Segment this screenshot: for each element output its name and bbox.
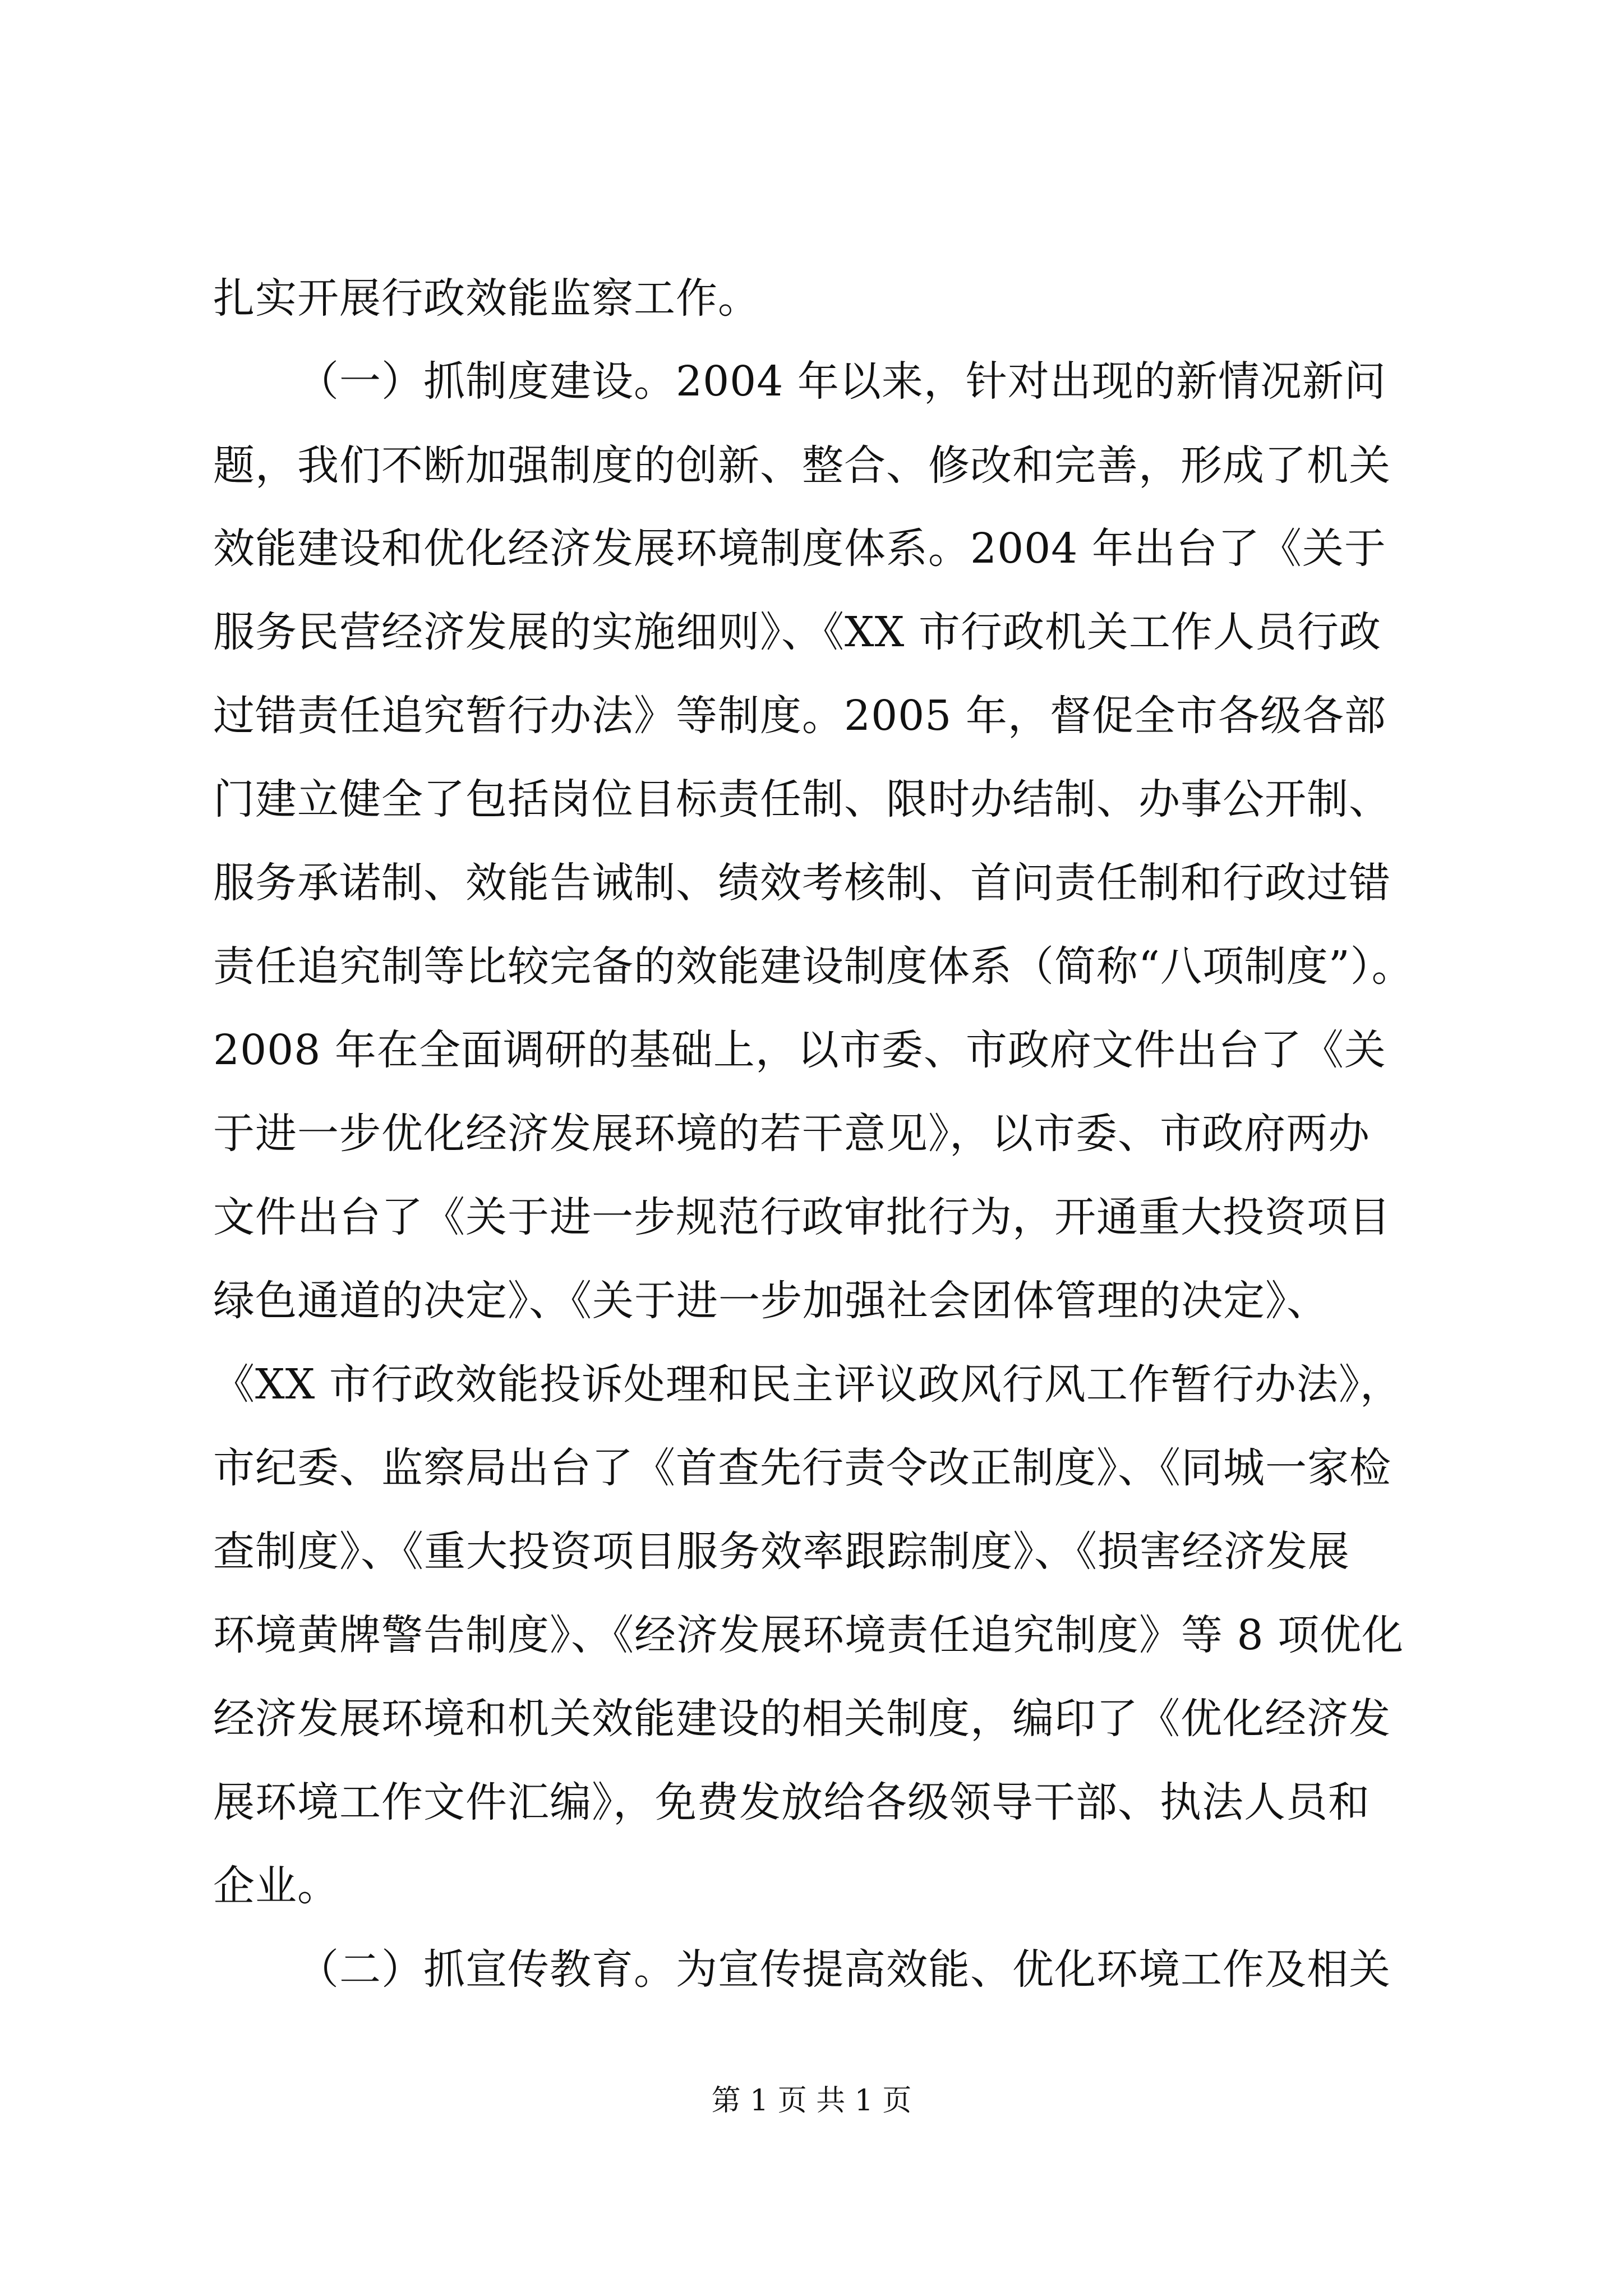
text-line-18: 经济发展环境和机关效能建设的相关制度，编印了《优化经济发 xyxy=(213,1695,1391,1743)
text-line-12: 文件出台了《关于进一步规范行政审批行为，开通重大投资项目 xyxy=(213,1193,1391,1241)
text-line-1: 扎实开展行政效能监察工作。 xyxy=(213,274,760,323)
text-line-10: 2008 年在全面调研的基础上，以市委、市政府文件出台了《关 xyxy=(213,1026,1386,1074)
text-line-8: 服务承诺制、效能告诫制、绩效考核制、首问责任制和行政过错 xyxy=(213,859,1391,907)
text-line-19: 展环境工作文件汇编》，免费发放给各级领导干部、执法人员和 xyxy=(213,1778,1370,1826)
text-line-5: 服务民营经济发展的实施细则》、《XX 市行政机关工作人员行政 xyxy=(213,608,1381,656)
text-line-20: 企业。 xyxy=(213,1862,339,1910)
text-line-7: 门建立健全了包括岗位目标责任制、限时办结制、办事公开制、 xyxy=(213,775,1391,823)
text-line-6: 过错责任追究暂行办法》等制度。2005 年，督促全市各级各部 xyxy=(213,692,1386,740)
text-line-13: 绿色通道的决定》、《关于进一步加强社会团体管理的决定》、 xyxy=(213,1277,1329,1325)
text-line-16: 查制度》、《重大投资项目服务效率跟踪制度》、《损害经济发展 xyxy=(213,1527,1350,1576)
page-number-footer: 第 1 页 共 1 页 xyxy=(711,2084,912,2118)
paragraph-1-heading-line: （一）抓制度建设。2004 年以来，针对出现的新情况新问 xyxy=(297,357,1386,406)
text-line-4: 效能建设和优化经济发展环境制度体系。2004 年出台了《关于 xyxy=(213,524,1386,573)
text-line-11: 于进一步优化经济发展环境的若干意见》，以市委、市政府两办 xyxy=(213,1110,1370,1158)
text-line-14: 《XX 市行政效能投诉处理和民主评议政风行风工作暂行办法》， xyxy=(213,1360,1402,1409)
paragraph-2-heading-line: （二）抓宣传教育。为宣传提高效能、优化环境工作及相关 xyxy=(297,1945,1391,1994)
text-line-9: 责任追究制等比较完备的效能建设制度体系（简称“八项制度”）。 xyxy=(213,942,1414,991)
text-line-15: 市纪委、监察局出台了《首查先行责令改正制度》、《同城一家检 xyxy=(213,1444,1391,1492)
text-line-17: 环境黄牌警告制度》、《经济发展环境责任追究制度》等 8 项优化 xyxy=(213,1611,1404,1659)
text-line-3: 题，我们不断加强制度的创新、整合、修改和完善，形成了机关 xyxy=(213,441,1391,490)
